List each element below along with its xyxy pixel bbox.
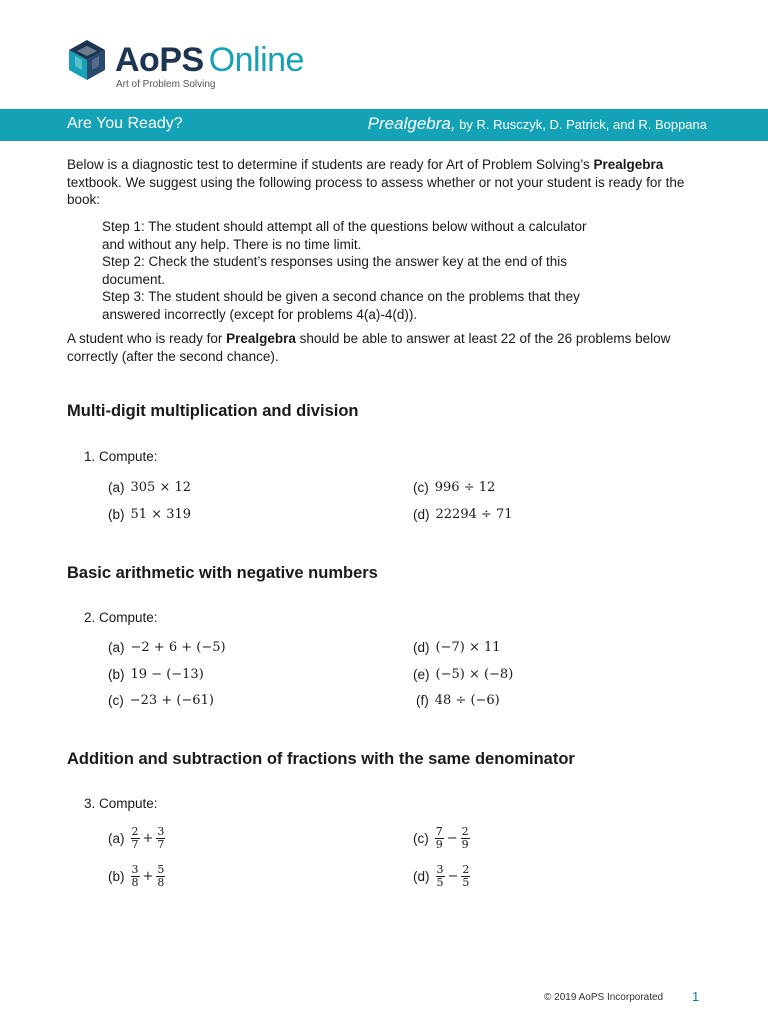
step-1: Step 1: The student should attempt all of the questions below without a calculator and without any help. There is no time limit. xyxy=(102,219,587,252)
problem-label: (a) xyxy=(108,831,125,846)
problem-expression: (−5) × (−8) xyxy=(435,667,514,682)
problem-label: (c) xyxy=(108,693,124,708)
numerator: 2 xyxy=(461,825,469,838)
problem-label: (a) xyxy=(108,640,125,655)
problem-expression: (−7) × 11 xyxy=(435,640,501,655)
problem-label: (a) xyxy=(108,480,125,495)
denominator: 9 xyxy=(435,838,443,851)
problem-expression: −23 + (−61) xyxy=(129,693,214,708)
brand-tagline: Art of Problem Solving xyxy=(116,79,216,90)
question-2: 2. Compute: xyxy=(84,610,158,625)
problem-1d xyxy=(413,507,513,522)
problem-2b xyxy=(108,667,204,682)
fraction xyxy=(156,826,165,851)
page-number: 1 xyxy=(692,989,700,1004)
question-1: 1. Compute: xyxy=(84,449,158,464)
step-2: Step 2: Check the student’s responses using the answer key at the end of this document. xyxy=(102,254,568,287)
banner-book-title: Prealgebra, xyxy=(367,114,456,133)
problem-expression: 305 × 12 xyxy=(130,480,192,495)
problem-expression: 51 × 319 xyxy=(130,507,192,522)
operator: + xyxy=(142,869,154,884)
fraction xyxy=(131,826,140,851)
question-3: 3. Compute: xyxy=(84,796,158,811)
footer-copyright: © 2019 AoPS Incorporated xyxy=(544,992,664,1003)
banner-book-credit xyxy=(368,114,707,134)
problem-expression: 22294 ÷ 71 xyxy=(435,507,513,522)
problem-expression: 19 − (−13) xyxy=(130,667,204,682)
problem-expression: −2 + 6 + (−5) xyxy=(130,640,226,655)
intro-text: Below is a diagnostic test to determine if students are ready for Art of Problem Solving’s xyxy=(67,157,594,172)
denominator: 5 xyxy=(436,876,444,889)
problem-2c xyxy=(108,693,214,708)
fraction xyxy=(461,864,470,889)
operator: − xyxy=(446,831,458,846)
problem-label: (f) xyxy=(416,693,429,708)
denominator: 7 xyxy=(131,838,139,851)
banner-authors: by R. Rusczyk, D. Patrick, and R. Boppana xyxy=(455,117,707,132)
fraction xyxy=(461,826,470,851)
denominator: 9 xyxy=(461,838,469,851)
problem-1c xyxy=(413,480,495,495)
brand-bold: AoPS xyxy=(115,41,204,79)
intro-book-name: Prealgebra xyxy=(593,157,664,172)
problem-label: (c) xyxy=(413,831,429,846)
problem-3d xyxy=(413,864,470,889)
readiness-text: A student who is ready for xyxy=(67,331,227,346)
fraction xyxy=(435,826,444,851)
problem-3c xyxy=(413,826,470,851)
readiness-book-name: Prealgebra xyxy=(226,331,296,346)
operator: − xyxy=(447,869,459,884)
numerator: 3 xyxy=(131,863,139,876)
problem-label: (d) xyxy=(413,640,430,655)
problem-expression: 996 ÷ 12 xyxy=(434,480,496,495)
section-1-heading: Multi-digit multiplication and division xyxy=(67,402,359,420)
problem-2f xyxy=(416,693,500,708)
numerator: 7 xyxy=(435,825,443,838)
problem-label: (b) xyxy=(108,507,125,522)
readiness-text: should be able to answer at least 22 of the 26 problems below correctly (after the second chance). xyxy=(67,331,671,364)
intro-paragraph xyxy=(67,156,707,209)
numerator: 2 xyxy=(131,825,139,838)
operator: + xyxy=(142,831,154,846)
problem-label: (b) xyxy=(108,667,125,682)
problem-2a xyxy=(108,640,226,655)
readiness-paragraph xyxy=(67,330,707,365)
problem-2d xyxy=(413,640,501,655)
aops-cube-logo-icon xyxy=(67,38,107,82)
section-3-heading: Addition and subtraction of fractions with the same denominator xyxy=(67,750,575,768)
problem-label: (c) xyxy=(413,480,429,495)
numerator: 3 xyxy=(436,863,444,876)
numerator: 3 xyxy=(157,825,165,838)
brand-light: Online xyxy=(208,41,304,79)
denominator: 5 xyxy=(462,876,470,889)
intro-text: textbook. We suggest using the following process to assess whether or not your student is ready for the book: xyxy=(67,174,685,207)
fraction xyxy=(156,864,165,889)
numerator: 2 xyxy=(462,863,470,876)
brand-wordmark xyxy=(115,40,304,80)
problem-label: (b) xyxy=(108,869,125,884)
problem-3a xyxy=(108,826,165,851)
banner-title: Are You Ready? xyxy=(67,115,183,132)
section-2-heading: Basic arithmetic with negative numbers xyxy=(67,564,378,582)
fraction xyxy=(131,864,140,889)
numerator: 5 xyxy=(157,863,165,876)
problem-label: (d) xyxy=(413,869,430,884)
problem-label: (d) xyxy=(413,507,430,522)
denominator: 7 xyxy=(157,838,165,851)
denominator: 8 xyxy=(131,876,139,889)
problem-2e xyxy=(413,667,513,682)
denominator: 8 xyxy=(157,876,165,889)
step-3: Step 3: The student should be given a second chance on the problems that they answered incorrectly (except for problems 4(a)-4(d)). xyxy=(102,289,580,322)
problem-expression: 48 ÷ (−6) xyxy=(434,693,500,708)
problem-1b xyxy=(108,507,191,522)
problem-1a xyxy=(108,480,191,495)
problem-3b xyxy=(108,864,165,889)
problem-label: (e) xyxy=(413,667,430,682)
fraction xyxy=(436,864,445,889)
